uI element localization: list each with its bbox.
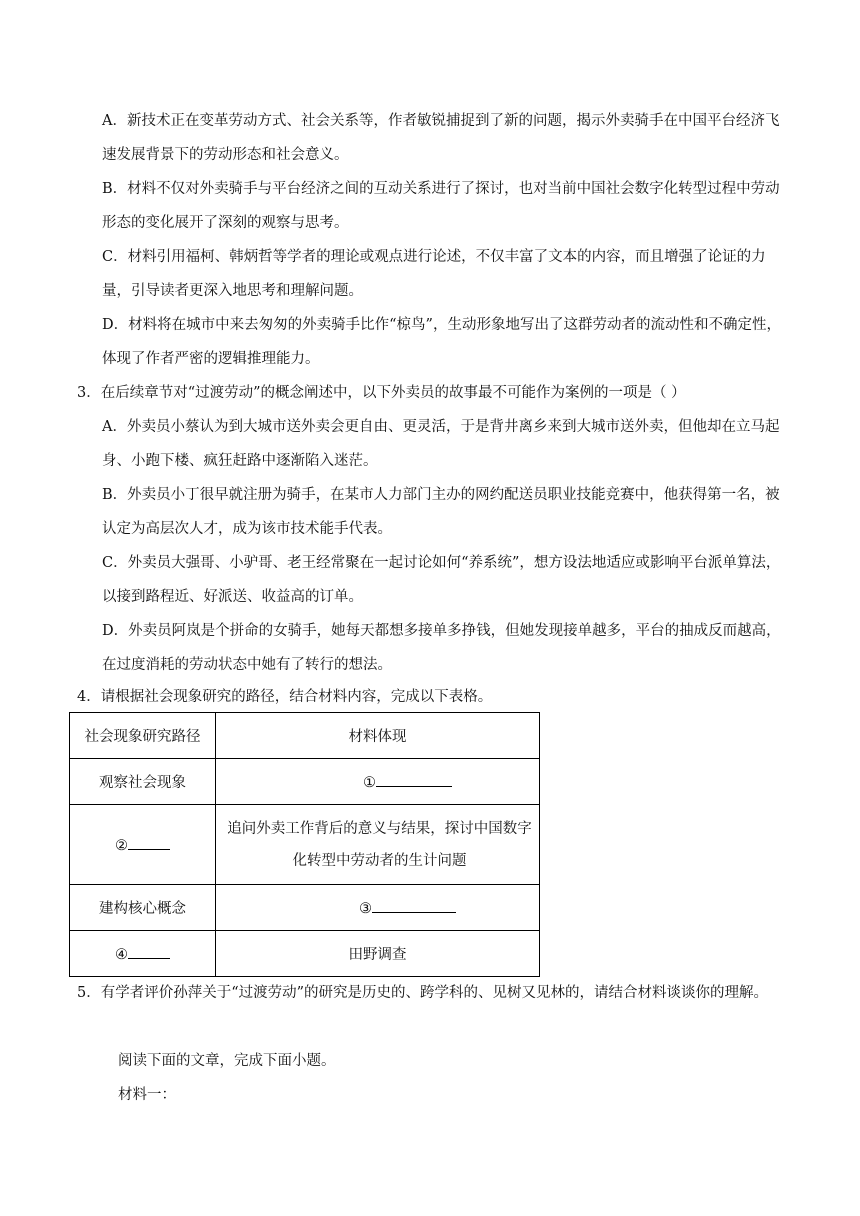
table-header-row	[70, 713, 540, 759]
table-row	[70, 885, 540, 931]
table-row	[70, 931, 540, 977]
answer-blank[interactable]	[128, 835, 170, 850]
option-q2-c: C．材料引用福柯、韩炳哲等学者的理论或观点进行论述，不仅丰富了文本的内容，而且增强了论证的力量，引导读者更深入地思考和理解问题。	[102, 249, 766, 299]
question-5-stem: 5．有学者评价孙萍关于“过渡劳动”的研究是历史的、跨学科的、见树又见林的，请结合材料谈谈你的理解。	[77, 985, 769, 1001]
answer-blank[interactable]	[376, 772, 452, 787]
option-q3-c: C．外卖员大强哥、小驴哥、老王经常聚在一起讨论如何“养系统”，想方设法地适应或影响平台派单算法，以接到路程近、好派送、收益高的订单。	[102, 555, 781, 605]
table-cell-blank-2: ②	[70, 805, 216, 885]
table-cell-blank-1: ①	[216, 759, 540, 805]
table-cell-blank-3: ③	[216, 885, 540, 931]
table-cell-evidence: 田野调查	[216, 931, 540, 977]
answer-blank[interactable]	[128, 944, 170, 959]
table-row	[70, 759, 540, 805]
table-cell-path: 观察社会现象	[70, 759, 216, 805]
option-q2-a: A．新技术正在变革劳动方式、社会关系等，作者敏锐捕捉到了新的问题，揭示外卖骑手在中国平台经济飞速发展背景下的劳动形态和社会意义。	[102, 113, 780, 163]
table-cell-evidence: 追问外卖工作背后的意义与结果，探讨中国数字化转型中劳动者的生计问题	[216, 805, 540, 885]
research-path-table	[69, 712, 540, 977]
passage-instruction: 阅读下面的文章，完成下面小题。	[118, 1053, 336, 1069]
option-q2-d: D．材料将在城市中来去匆匆的外卖骑手比作“椋鸟”，生动形象地写出了这群劳动者的流动性和不确定性，体现了作者严密的逻辑推理能力。	[102, 317, 781, 367]
option-q3-d: D．外卖员阿岚是个拼命的女骑手，她每天都想多接单多挣钱，但她发现接单越多，平台的抽成反而越高，在过度消耗的劳动状态中她有了转行的想法。	[102, 623, 781, 673]
material-heading: 材料一：	[118, 1087, 176, 1103]
table-header-path: 社会现象研究路径	[70, 713, 216, 759]
table-header-evidence: 材料体现	[216, 713, 540, 759]
table-row	[70, 805, 540, 885]
table-cell-blank-4: ④	[70, 931, 216, 977]
option-q2-b: B．材料不仅对外卖骑手与平台经济之间的互动关系进行了探讨，也对当前中国社会数字化转型过程中劳动形态的变化展开了深刻的观察与思考。	[102, 181, 780, 231]
question-4-stem: 4．请根据社会现象研究的路径，结合材料内容，完成以下表格。	[77, 689, 493, 705]
option-q3-b: B．外卖员小丁很早就注册为骑手，在某市人力部门主办的网约配送员职业技能竞赛中，他获得第一名，被认定为高层次人才，成为该市技术能手代表。	[102, 487, 780, 537]
option-q3-a: A．外卖员小蔡认为到大城市送外卖会更自由、更灵活，于是背井离乡来到大城市送外卖，但他却在立马起身、小跑下楼、疯狂赶路中逐渐陷入迷茫。	[102, 419, 780, 469]
answer-blank[interactable]	[372, 898, 456, 913]
question-3-stem: 3．在后续章节对“过渡劳动”的概念阐述中，以下外卖员的故事最不可能作为案例的一项是（ ）	[77, 385, 686, 401]
table-cell-path: 建构核心概念	[70, 885, 216, 931]
